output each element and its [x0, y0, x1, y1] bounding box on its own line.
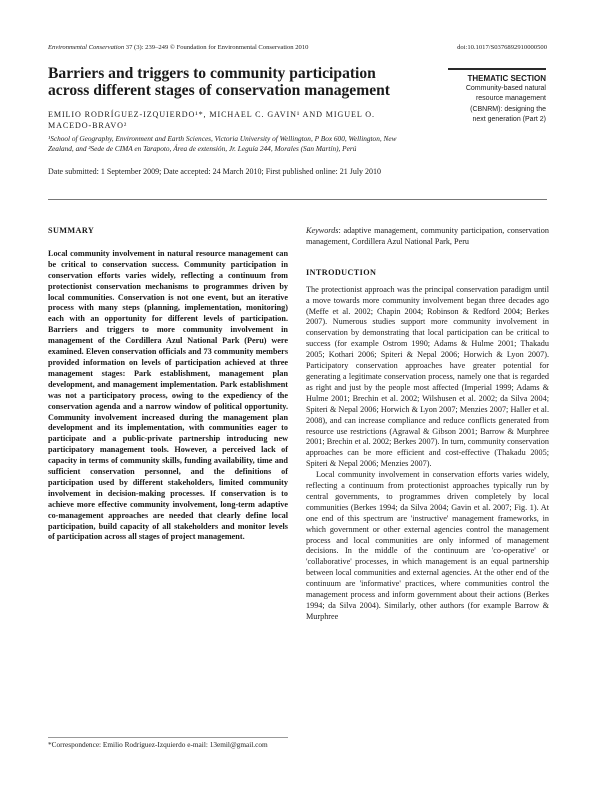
article-title: Barriers and triggers to community participation across different stages of conservation management [48, 65, 390, 99]
doi-link[interactable]: doi:10.1017/S0376892910000500 [457, 44, 547, 51]
thematic-section-box [448, 68, 546, 126]
thematic-line-4: next generation (Part 2) [472, 116, 546, 124]
footnote-divider [48, 737, 288, 738]
journal-citation [48, 43, 308, 52]
keywords-label: Keywords [306, 226, 339, 235]
thematic-line-3: (CBNRM): designing the [470, 105, 546, 113]
submission-dates: Date submitted: 1 September 2009; Date accepted: 24 March 2010; First published online: 21 July 2010 [48, 167, 382, 176]
summary-column [48, 226, 288, 543]
journal-name: Environmental Conservation [48, 44, 125, 51]
thematic-line-1: Community-based natural [465, 85, 546, 92]
right-column [306, 226, 549, 623]
author-list: EMILIO RODRÍGUEZ-IZQUIERDO¹*, MICHAEL C. GAVIN¹ AND MIGUEL O. MACEDO-BRAVO² [48, 110, 375, 130]
header-divider [48, 199, 547, 200]
thematic-heading: THEMATIC SECTION [467, 74, 546, 83]
summary-text: Local community involvement in natural resource management can be critical to conservation success. Community participation in conservation efforts varies widely, reflecting a continuum from protectionist conservation mechanisms to programmes driven by local communities. Conservation is not one event, but an iterative process with many steps (planning, implementation, monitoring) each with an opportunity for different levels of participation. Barriers and triggers to more community involvement in management of the Cordillera Azul National Park (Peru) were examined. Eleven conservation officials and 73 community members provided information on levels of participation achieved at three management stages: Park establishment, management plan development, and management implementation. Park establishment was not a participatory process, owing to the expediency of the conservation agenda and a narrow window of political opportunity. Community involvement increased during the management plan development and its implementation, with communities eager to participate and a public-private partnership introducing new participatory management tools. However, a perceived lack of capacity in terms of community skills, funding availability, time and sufficient conservation personnel, and the definitions of participation used by different stakeholders, limited community involvement in decision-making processes. If conservation is to achieve more effective community involvement, long-term adaptive co-management approaches are needed that clearly define local participation, build capacity of all stakeholders and monitor levels of participation across all stages of project management. [48, 248, 288, 542]
thematic-line-2: resource management [475, 95, 546, 103]
introduction-paragraph-1: The protectionist approach was the principal conservation paradigm until a move towards more community involvement began three decades ago (Meffe et al. 2002; Chapin 2004; Robinson & Redford 2004; Berkes 2007). Numerous studies support more community involvement in conservation by demonstrating that local participation can be critical to success (for example Ostrom 1990; Adams & Hulme 2001; Thakadu 2005; Kothari 2006; Spiteri & Nepal 2006; Horwich & Lyon 2007). Participatory conservation approaches have greater potential for generating a legitimate conservation process, namely one that is regarded as right and just by the people most affected (Imperial 1999; Adams & Hulme 2001; Brechin et al. 2002; Wilshusen et al. 2002; da Silva 2004; Spiteri & Nepal 2006; Horwich & Lyon 2007; Menzies 2007; Haller et al. 2008), and can increase compliance and reduce conflicts generated from resource use restrictions (Agrawal & Gibson 2001; Barrow & Murphree 2001; Brechin et al. 2002; Berkes 2007). In turn, community conservation approaches can be more efficient and cost-effective (Thakadu 2005; Spiteri & Nepal 2006; Menzies 2007). [306, 284, 549, 469]
thematic-rule [448, 68, 546, 70]
correspondence-footnote: *Correspondence: Emilio Rodríguez-Izquierdo e-mail: 13emil@gmail.com [48, 740, 268, 749]
keywords-text: : adaptive management, community participation, conservation management, Cordillera Azul National Park, Peru [306, 226, 549, 246]
summary-heading: SUMMARY [48, 226, 95, 235]
introduction-paragraph-2: Local community involvement in conservation efforts varies widely, reflecting a continuum from protectionist approaches typically run by central governments, to programmes driven completely by local communities (Berkes 1994; da Silva 2004; Gavin et al. 2007; Fig. 1). At one end of this spectrum are 'instructive' management frameworks, in which government or other external agencies control the management process and local communities are only informed of management decisions. In the middle of the continuum are 'co-operative' or 'collaborative' processes, in which management is an equal partnership between local communities and external agencies. At the other end of the continuum are 'informative' practices, where communities control the management process and inform government about their actions (Berkes 1994; da Silva 2004). Similarly, other authors (for example Barrow & Murphree [306, 470, 549, 621]
keywords [306, 226, 549, 248]
introduction-heading: INTRODUCTION [306, 267, 377, 277]
journal-reference: 37 (3): 239–249 © Foundation for Environmental Conservation 2010 [124, 44, 309, 51]
affiliations: ¹School of Geography, Environment and Earth Sciences, Victoria University of Wellington, P Box 600, Wellington, New Zealand, and ²Sede de CIMA en Tarapoto, Área de extensión, Jr. Leguía 244, Morales (San Martín), Perú [48, 134, 397, 153]
